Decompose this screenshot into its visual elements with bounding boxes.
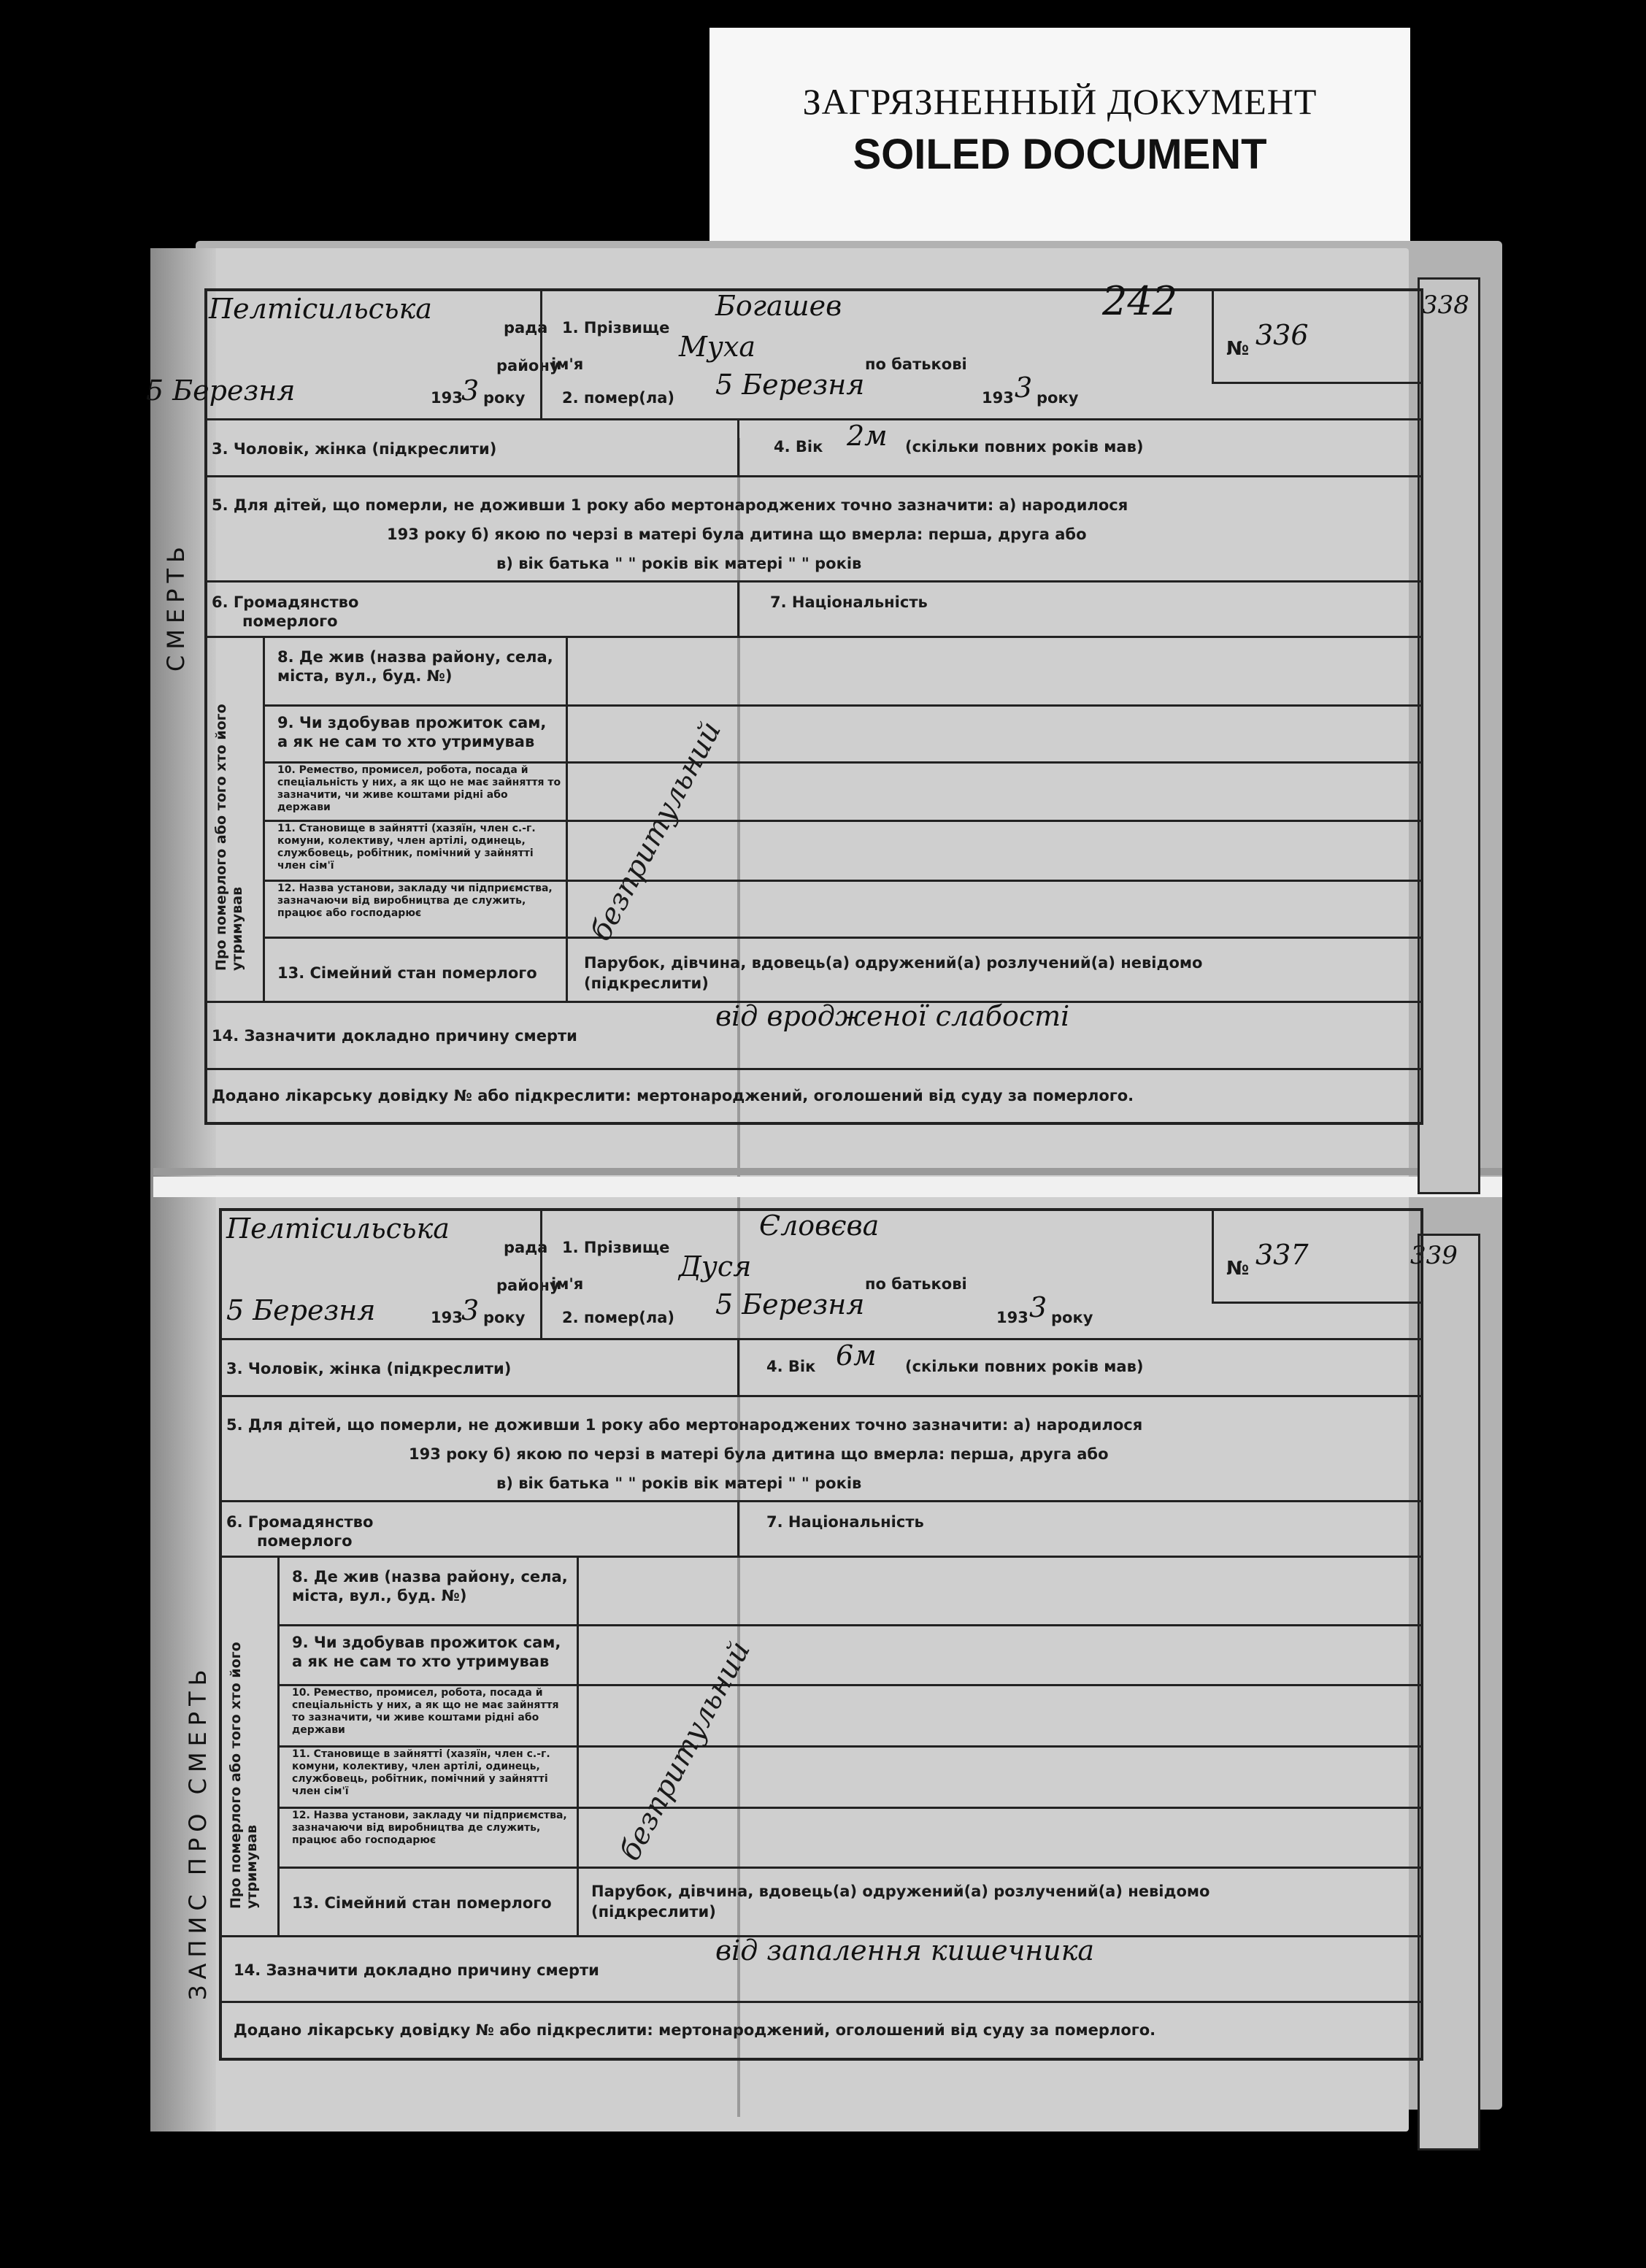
died-value: 5 Березня [715,1288,865,1321]
sex-age-divider [737,418,739,475]
row-divider [737,580,739,636]
children-line-3: в) вік батька " " років вік матері " " років [496,1475,862,1492]
field-13-label: 13. Сімейний стан померлого [277,964,537,982]
fold-shadow [153,1168,1502,1175]
died-year-label: 193 [996,1309,1028,1326]
occupation-block-label: Про померлого або того хто його утримував [213,704,245,971]
record-number: 337 [1255,1239,1309,1271]
council-name: Пелтісильська [226,1212,450,1245]
row-line [277,1745,1423,1748]
name-value: Дуся [679,1250,752,1283]
citizenship-sub: померлого [257,1532,353,1550]
row-line [263,761,1423,764]
died-year-suffix: року [1037,389,1079,407]
row-line [204,1068,1423,1070]
number-label: № [1226,338,1250,360]
citizenship-label: 6. Громадянство [212,593,359,611]
name-label: ім'я [551,355,584,373]
row-line [219,1500,1423,1502]
marital-options: Парубок, дівчина, вдовець(а) одружений(а) розлучений(а) невідомо (підкреслити) [584,954,1203,992]
binder-strip-upper [1418,277,1480,1194]
occupation-block-label: Про померлого або того хто його утримував [228,1642,260,1909]
died-year-label: 193 [982,389,1014,407]
field-10-label: 10. Ремество, промисел, робота, посада й спеціальність у них, а як що не має зайняття то зазначити, чи живе коштами рідні або держави [277,764,561,813]
age-label: 4. Вік [774,438,823,455]
age-label: 4. Вік [766,1358,816,1375]
row-line [277,1867,1423,1869]
block-divider [263,636,265,1001]
patronymic-label: по батькові [865,355,967,373]
sex-age-divider [737,1338,739,1395]
district-label: району [496,357,560,374]
council-label: рада [504,1239,548,1256]
nationality-label: 7. Національність [770,593,928,611]
row-line [263,704,1423,707]
cause-of-death: від запалення кишечника [715,1934,1095,1967]
margin-text-lower: ЗАПИС ПРО СМЕРТЬ [184,1664,212,2000]
number-box-base [1212,382,1423,384]
row-line [263,820,1423,822]
row-line [263,880,1423,882]
marital-options: Парубок, дівчина, вдовець(а) одружений(а) розлучений(а) невідомо (підкреслити) [591,1883,1210,1921]
soiled-label-en: SOILED DOCUMENT [853,131,1267,178]
died-label: 2. помер(ла) [562,1309,675,1326]
sex-label: 3. Чоловік, жінка (підкреслити) [226,1360,512,1377]
children-line-2: 193 року б) якою по черзі в матері була дитина що вмерла: перша, друга або [409,1445,1109,1463]
year-suffix: року [483,389,526,407]
row-line [277,1684,1423,1686]
field-8-label: 8. Де жив (назва району, села, міста, вул., буд. №) [292,1568,568,1604]
row-line [277,1807,1423,1809]
age-value: 6м [836,1339,877,1372]
field-13-label: 13. Сімейний стан померлого [292,1894,552,1912]
stamp-number: 242 [1102,278,1178,324]
year-digit: 3 [461,374,480,407]
row-line [263,937,1423,939]
children-line-2: 193 року б) якою по черзі в матері була дитина що вмерла: перша, друга або [387,526,1087,543]
binder-number: 339 [1410,1241,1458,1270]
surname-value: Єловєва [759,1210,880,1242]
row-line [277,1624,1423,1626]
binder-strip-lower [1418,1234,1480,2150]
field-9-label: 9. Чи здобував прожиток сам, а як не сам то хто утримував [292,1634,561,1670]
row-line [219,1556,1423,1558]
age-value: 2м [847,420,888,452]
row-line [219,1338,1423,1340]
council-label: рада [504,319,548,337]
doctor-certificate-note: Додано лікарську довідку № або підкреслити: мертонароджений, оголошений від суду за померлого. [212,1087,1134,1104]
registration-date: 5 Березня [226,1294,376,1326]
age-note: (скільки повних років мав) [905,1358,1144,1375]
field-12-label: 12. Назва установи, закладу чи підприємства, зазначаючи від виробництва де служить, працює або господарює [277,883,553,919]
patronymic-label: по батькові [865,1275,967,1293]
row-line [204,418,1423,420]
children-label: 5. Для дітей, що померли, не доживши 1 року або мертонароджених точно зазначити: а) народилося [226,1416,1143,1434]
page-fold [153,1177,1502,1197]
field-11-label: 11. Становище в зайнятті (хазяїн, член с.-г. комуни, колективу, член артілі, одинець, службовець, робітник, помічний у зайнятті член сім'ї [292,1748,550,1797]
nationality-label: 7. Національність [766,1513,924,1531]
header-divider [540,1208,542,1338]
surname-value: Богашев [715,290,842,322]
children-line-3: в) вік батька " " років вік матері " " років [496,555,862,572]
field-8-label: 8. Де жив (назва району, села, міста, вул., буд. №) [277,648,553,685]
soiled-label-ru: ЗАГРЯЗНЕННЫЙ ДОКУМЕНТ [802,81,1318,122]
died-year-suffix: року [1051,1309,1093,1326]
cause-label: 14. Зазначити докладно причину смерти [234,1961,599,1979]
name-label: ім'я [551,1275,584,1293]
margin-text-upper: СМЕРТЬ [162,541,190,672]
field-12-label: 12. Назва установи, закладу чи підприємства, зазначаючи від виробництва де служить, працює або господарює [292,1810,567,1846]
field-divider [566,636,568,1001]
field-11-label: 11. Становище в зайнятті (хазяїн, член с.-г. комуни, колективу, член артілі, одинець, службовець, робітник, помічний у зайнятті член сім'ї [277,823,536,872]
record-number: 336 [1255,319,1309,351]
number-divider [1212,1208,1214,1302]
cause-of-death: від вродженої слабості [715,1000,1070,1032]
died-label: 2. помер(ла) [562,389,675,407]
citizenship-sub: померлого [242,612,338,630]
binder-number: 338 [1422,291,1469,320]
occupation-handwritten: безпритульний [613,1635,758,1867]
header-divider [540,288,542,418]
year-suffix: року [483,1309,526,1326]
surname-label: 1. Прізвище [562,319,670,337]
row-line [204,636,1423,638]
died-value: 5 Березня [715,369,865,401]
number-label: № [1226,1258,1250,1280]
row-line [204,580,1423,583]
number-divider [1212,288,1214,382]
row-line [219,2001,1423,2003]
council-name: Пелтісильська [209,293,432,325]
row-line [204,475,1423,477]
year-label: 193 [431,1309,463,1326]
died-year-digit: 3 [1029,1291,1047,1323]
citizenship-label: 6. Громадянство [226,1513,374,1531]
death-record-337 [204,1208,1423,2069]
children-label: 5. Для дітей, що померли, не доживши 1 року або мертонароджених точно зазначити: а) народилося [212,496,1128,514]
cause-label: 14. Зазначити докладно причину смерти [212,1027,577,1045]
district-label: району [496,1277,560,1294]
sex-label: 3. Чоловік, жінка (підкреслити) [212,440,497,458]
year-digit: 3 [461,1294,480,1326]
age-note: (скільки повних років мав) [905,438,1144,455]
died-year-digit: 3 [1015,372,1033,404]
row-divider [737,1500,739,1556]
field-9-label: 9. Чи здобував прожиток сам, а як не сам то хто утримував [277,714,547,750]
name-value: Муха [679,331,756,363]
occupation-handwritten: безпритульний [584,715,728,947]
doctor-certificate-note: Додано лікарську довідку № або підкреслити: мертонароджений, оголошений від суду за померлого. [234,2021,1156,2039]
row-line [219,1395,1423,1397]
surname-label: 1. Прізвище [562,1239,670,1256]
registration-date: 5 Березня [146,374,296,407]
soiled-document-label [709,28,1410,241]
year-label: 193 [431,389,463,407]
field-10-label: 10. Ремество, промисел, робота, посада й спеціальність у них, а як що не має зайняття то зазначити, чи живе коштами рідні або держави [292,1687,559,1736]
number-box-base [1212,1302,1423,1304]
